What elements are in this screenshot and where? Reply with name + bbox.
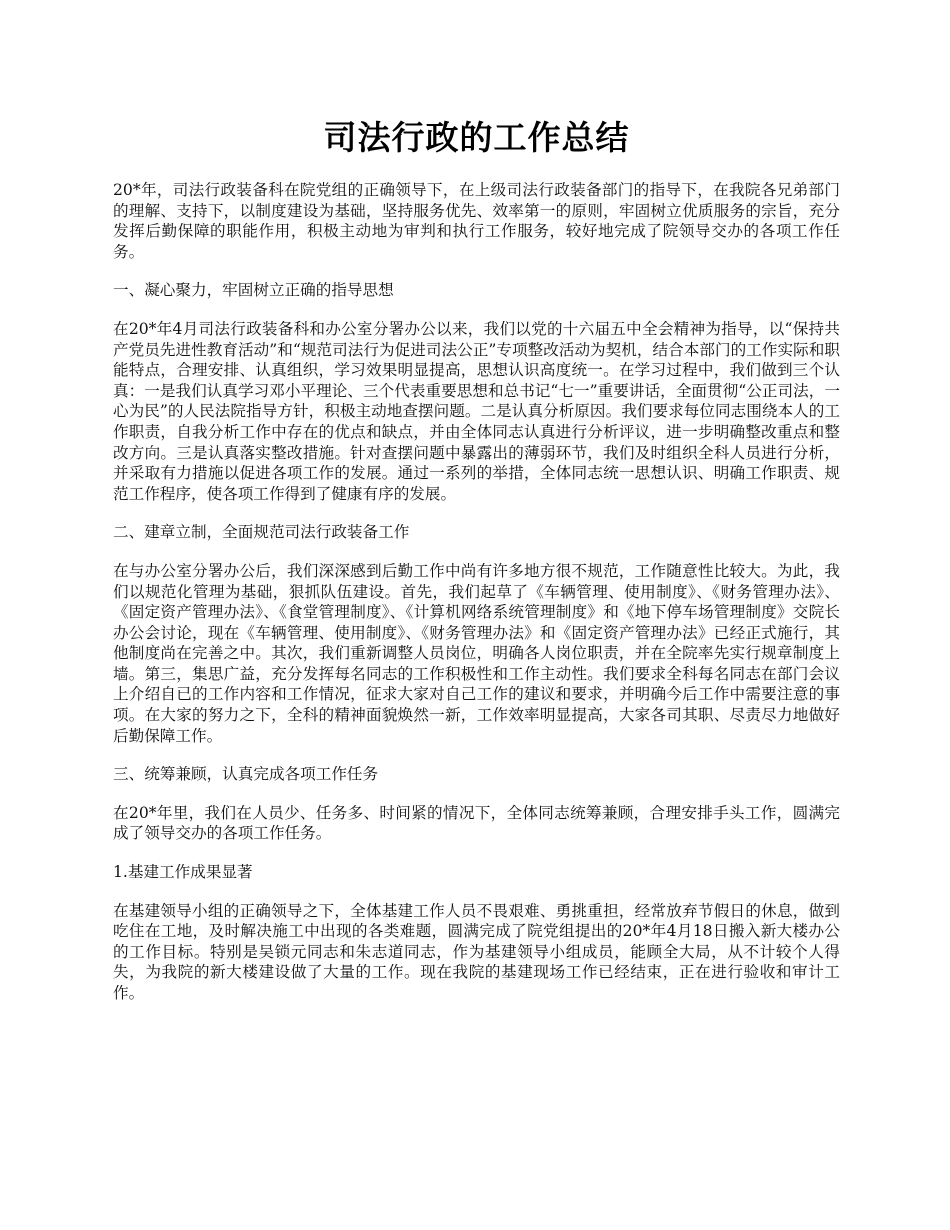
- section-1-heading: 一、凝心聚力，牢固树立正确的指导思想: [113, 281, 394, 300]
- section-1-paragraph: 在20*年4月司法行政装备科和办公室分署办公以来，我们以党的十六届五中全会精神为指导，以“保持共产党员先进性教育活动”和“规范司法行为促进司法公正”专项整改活动为契机，结合本部门的工作实际和职能特点，合理安排、认真组织，学习效果明显提高，思想认识高度统一。在学习过程中，我们做到三个认真：一是我们认真学习邓小平理论、三个代表重要思想和总书记“七一”重要讲话，全面贯彻“公正司法，一心为民”的人民法院指导方针，积极主动地查摆问题。二是认真分析原因。我们要求每位同志围绕本人的工作职责，自我分析工作中存在的优点和缺点，并由全体同志认真进行分析评议，进一步明确整改重点和整改方向。三是认真落实整改措施。针对查摆问题中暴露出的薄弱环节，我们及时组织全科人员进行分析，并采取有力措施以促进各项工作的发展。通过一系列的举措，全体同志统一思想认识、明确工作职责、规范工作程序，使各项工作得到了健康有序的发展。: [113, 319, 840, 503]
- subsection-1-paragraph: 在基建领导小组的正确领导之下，全体基建工作人员不畏艰难、勇挑重担，经常放弃节假日的休息，做到吃住在工地，及时解决施工中出现的各类难题，圆满完成了院党组提出的20*年4月18日搬入新大楼办公的工作目标。特别是吴锁元同志和朱志道同志，作为基建领导小组成员，能顾全大局，从不计较个人得失，为我院的新大楼建设做了大量的工作。现在我院的基建现场工作已经结束，正在进行验收和审计工作。: [113, 901, 840, 1002]
- document-title: 司法行政的工作总结: [323, 118, 630, 157]
- subsection-1-heading: 1.基建工作成果显著: [113, 863, 253, 882]
- section-3-paragraph: 在20*年里，我们在人员少、任务多、时间紧的情况下，全体同志统筹兼顾，合理安排手头工作，圆满完成了领导交办的各项工作任务。: [113, 803, 840, 843]
- intro-paragraph: 20*年，司法行政装备科在院党组的正确领导下，在上级司法行政装备部门的指导下，在我院各兄弟部门的理解、支持下，以制度建设为基础，坚持服务优先、效率第一的原则，牢固树立优质服务的宗旨，充分发挥后勤保障的职能作用，积极主动地为审判和执行工作服务，较好地完成了院领导交办的各项工作任务。: [113, 181, 840, 261]
- section-2-paragraph: 在与办公室分署办公后，我们深深感到后勤工作中尚有许多地方很不规范，工作随意性比较大。为此，我们以规范化管理为基础，狠抓队伍建设。首先，我们起草了《车辆管理、使用制度》、《财务管理办法》、《固定资产管理办法》、《食堂管理制度》、《计算机网络系统管理制度》和《地下停车场管理制度》交院长办公会讨论，现在《车辆管理、使用制度》、《财务管理办法》和《固定资产管理办法》已经正式施行，其他制度尚在完善之中。其次，我们重新调整人员岗位，明确各人岗位职责，并在全院率先实行规章制度上墙。第三，集思广益，充分发挥每名同志的工作积极性和工作主动性。我们要求全科每名同志在部门会议上介绍自已的工作内容和工作情况，征求大家对自己工作的建议和要求，并明确今后工作中需要注意的事项。在大家的努力之下，全科的精神面貌焕然一新，工作效率明显提高，大家各司其职、尽责尽力地做好后勤保障工作。: [113, 561, 840, 745]
- section-2-heading: 二、建章立制，全面规范司法行政装备工作: [113, 523, 410, 542]
- section-3-heading: 三、统筹兼顾，认真完成各项工作任务: [113, 765, 379, 784]
- document-page: [113, 0, 840, 1004]
